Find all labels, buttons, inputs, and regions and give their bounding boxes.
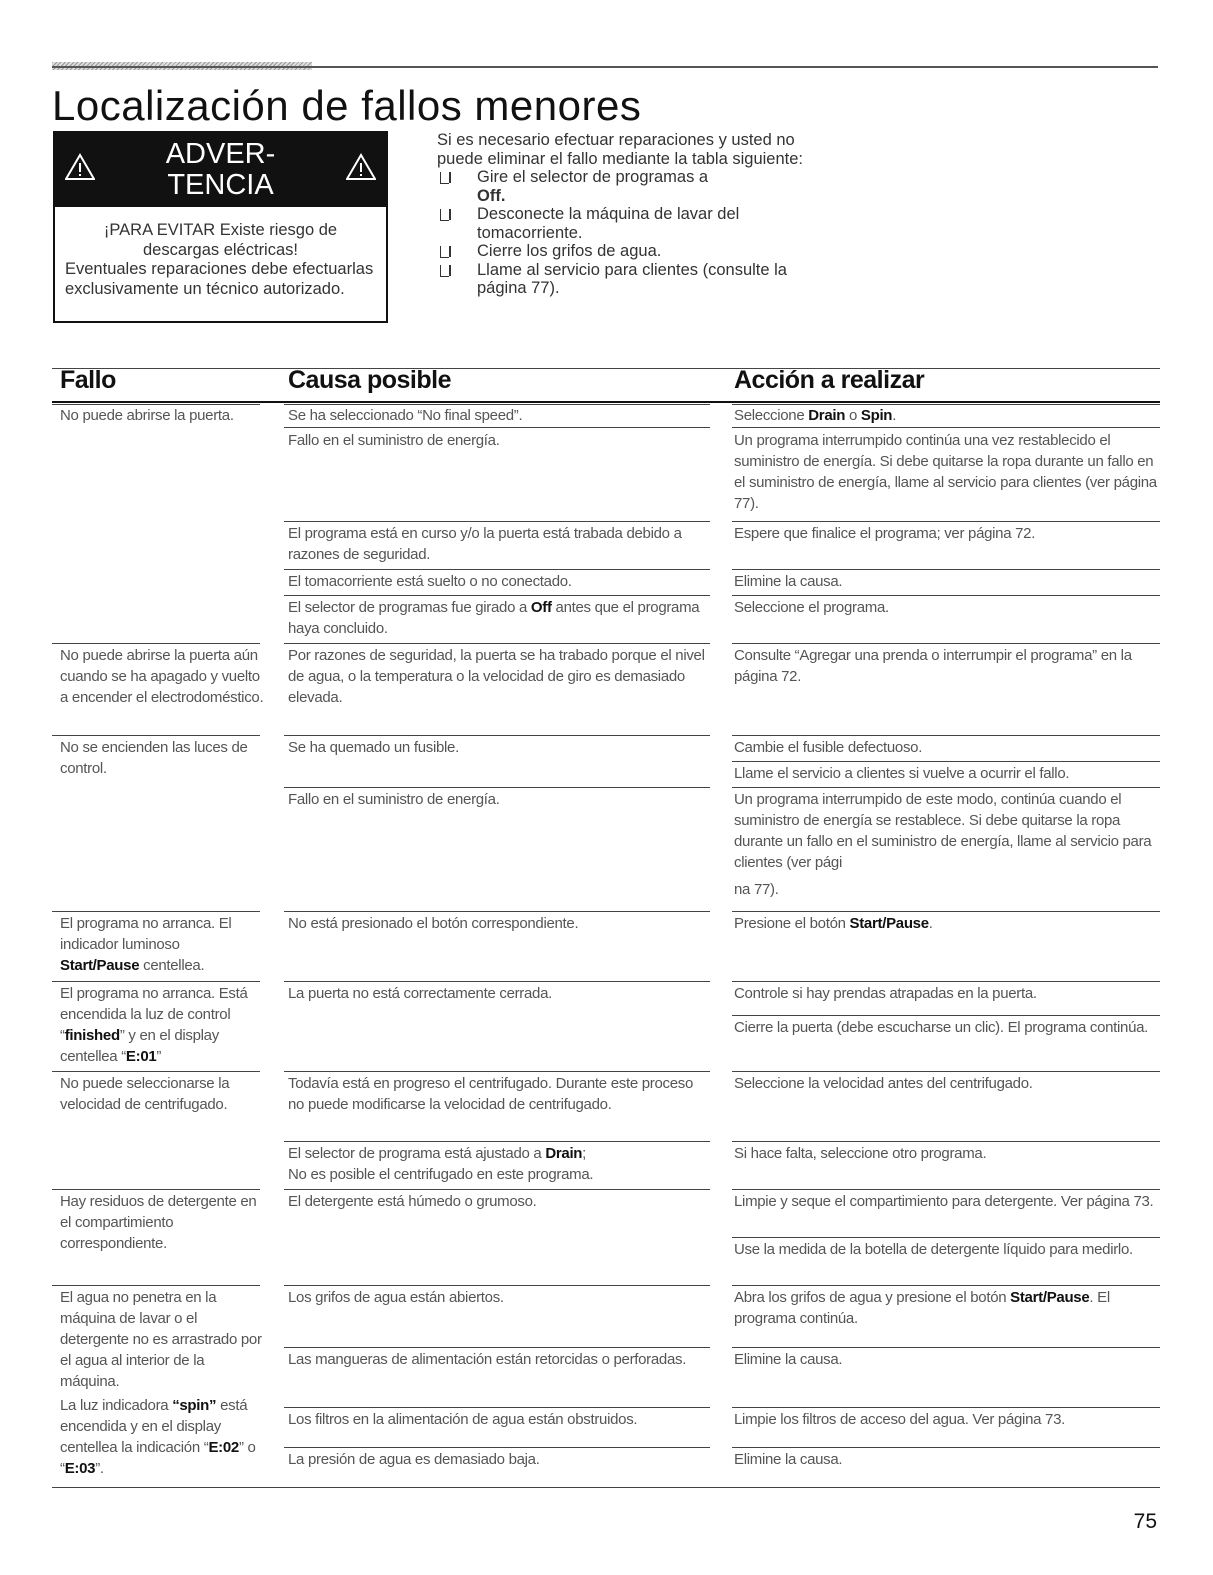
table-bottom-rule [52, 1487, 1160, 1488]
row-rule [732, 1285, 1160, 1286]
action-cell: Limpie y seque el compartimiento para detergente. Ver página 73. [734, 1193, 1154, 1210]
row-rule [284, 1407, 710, 1408]
row-rule [732, 643, 1160, 644]
row-rule [732, 1141, 1160, 1142]
row-rule [732, 427, 1160, 428]
list-item: Gire el selector de programas a Off. [437, 168, 817, 205]
row-rule [284, 521, 710, 522]
action-cell: Seleccione la velocidad antes del centrifugado. [734, 1075, 1033, 1092]
row-rule [284, 1141, 710, 1142]
row-rule [284, 1071, 710, 1072]
warning-text: ¡PARA EVITAR Existe riesgo de descargas eléctricas! Eventuales reparaciones debe efectuarlas exclusivamente un técnico autorizado. [65, 221, 374, 298]
intro-instructions: Si es necesario efectuar reparaciones y usted no puede eliminar el fallo mediante la tabla siguiente: Gire el selector de programas a Off. Desconecte la máquina de lavar del tomacorriente. Cierre los grifos de agua. Llame al servicio para clientes (consulte la página 77). [437, 131, 817, 298]
checkbox-icon [440, 209, 449, 221]
cause-cell: Todavía está en progreso el centrifugado. Durante este proceso no puede modificarse la velocidad de centrifugado. [288, 1075, 693, 1113]
row-rule [732, 1237, 1160, 1238]
warning-icon [346, 153, 376, 181]
action-cell: Seleccione Drain o Spin. [734, 407, 897, 424]
row-rule [732, 595, 1160, 596]
row-rule [284, 1347, 710, 1348]
row-rule [732, 911, 1160, 912]
cause-cell: La puerta no está correctamente cerrada. [288, 985, 552, 1002]
action-cell: Controle si hay prendas atrapadas en la puerta. [734, 985, 1037, 1002]
warning-header [55, 133, 386, 207]
instruction-list [437, 168, 817, 298]
action-cell: Un programa interrumpido continúa una vez restablecido el suministro de energía. Si debe quitarse la ropa durante un fallo en el suministro de energía, llame al servicio para clientes (ver página 77). [734, 432, 1157, 512]
page-title: Localización de fallos menores [52, 82, 642, 129]
checkbox-icon [440, 265, 449, 277]
row-rule [52, 1189, 260, 1190]
row-rule [284, 735, 710, 736]
row-rule [284, 595, 710, 596]
cause-cell: Los grifos de agua están abiertos. [288, 1289, 504, 1306]
row-rule [732, 1071, 1160, 1072]
row-rule [52, 981, 260, 982]
fault-cell: Hay residuos de detergente en el compartimiento correspondiente. [60, 1193, 257, 1252]
row-rule [732, 1407, 1160, 1408]
row-rule [284, 1285, 710, 1286]
list-item: Cierre los grifos de agua. [437, 242, 817, 261]
checkbox-icon [440, 172, 449, 184]
cause-cell: Se ha seleccionado “No final speed”. [288, 407, 523, 424]
row-rule [52, 735, 260, 736]
warning-box [53, 131, 388, 323]
fault-cell: No puede seleccionarse la velocidad de centrifugado. [60, 1075, 230, 1113]
action-cell: Consulte “Agregar una prenda o interrumpir el programa” en la página 72. [734, 647, 1132, 685]
action-cell: Seleccione el programa. [734, 599, 889, 616]
row-rule [284, 911, 710, 912]
cause-cell: El detergente está húmedo o grumoso. [288, 1193, 537, 1210]
action-cell: Elimine la causa. [734, 1351, 843, 1368]
row-rule [284, 1447, 710, 1448]
action-cell: Un programa interrumpido de este modo, continúa cuando el suministro de energía se restablece. Si debe quitarse la ropa durante un fallo en el suministro de energía, llame al servicio para clientes (ver pági na 77). [734, 791, 1152, 898]
cause-cell: La presión de agua es demasiado baja. [288, 1451, 540, 1468]
list-item: Llame al servicio para clientes (consulte la página 77). [437, 261, 817, 298]
cause-cell: El programa está en curso y/o la puerta está trabada debido a razones de seguridad. [288, 525, 682, 563]
cause-cell: Los filtros en la alimentación de agua están obstruidos. [288, 1411, 638, 1428]
fault-cell: El agua no penetra en la máquina de lavar o el detergente no es arrastrado por el agua al interior de la máquina. [60, 1289, 262, 1390]
row-rule [284, 981, 710, 982]
action-cell: Presione el botón Start/Pause. [734, 915, 933, 932]
row-rule [284, 427, 710, 428]
action-cell: Cambie el fusible defectuoso. [734, 739, 923, 756]
row-rule [52, 1071, 260, 1072]
action-cell: Abra los grifos de agua y presione el botón Start/Pause. El programa continúa. [734, 1289, 1110, 1327]
row-rule [284, 643, 710, 644]
header-bottom-rule [52, 401, 1160, 403]
action-cell: Limpie los filtros de acceso del agua. Ver página 73. [734, 1411, 1065, 1428]
fault-cell: No puede abrirse la puerta. [60, 407, 234, 424]
row-rule [52, 643, 260, 644]
fault-cell: El programa no arranca. El indicador luminoso Start/Pause centellea. [60, 915, 232, 974]
row-rule [284, 1189, 710, 1190]
cause-cell: Por razones de seguridad, la puerta se ha trabado porque el nivel de agua, o la temperatura o la velocidad de giro es demasiado elevada. [288, 647, 705, 706]
row-rule [732, 1015, 1160, 1016]
header-top-rule [52, 368, 1160, 369]
action-cell: Cierre la puerta (debe escucharse un clic). El programa continúa. [734, 1019, 1149, 1036]
action-cell: Use la medida de la botella de detergente líquido para medirlo. [734, 1241, 1133, 1258]
cause-cell: Fallo en el suministro de energía. [288, 791, 500, 808]
cause-cell: Se ha quemado un fusible. [288, 739, 459, 756]
page-number: 75 [1133, 1510, 1157, 1533]
row-rule [732, 787, 1160, 788]
header-rule [52, 66, 1158, 68]
cause-cell: Las mangueras de alimentación están retorcidas o perforadas. [288, 1351, 687, 1368]
checkbox-icon [440, 246, 449, 258]
row-rule [732, 1189, 1160, 1190]
list-item: Desconecte la máquina de lavar del tomacorriente. [437, 205, 817, 242]
fault-cell: No se encienden las luces de control. [60, 739, 248, 777]
row-rule [732, 735, 1160, 736]
row-rule [732, 1347, 1160, 1348]
row-rule [732, 521, 1160, 522]
row-rule [732, 761, 1160, 762]
cause-cell: No está presionado el botón correspondiente. [288, 915, 579, 932]
row-rule [284, 569, 710, 570]
action-cell: Elimine la causa. [734, 1451, 843, 1468]
row-rule [732, 1447, 1160, 1448]
column-header-causa: Causa posible [288, 366, 451, 394]
warning-title: ADVER- TENCIA [165, 138, 276, 201]
column-header-fallo: Fallo [60, 366, 116, 394]
row-rule [732, 981, 1160, 982]
column-header-accion: Acción a realizar [734, 366, 925, 394]
fault-cell: No puede abrirse la puerta aún cuando se ha apagado y vuelto a encender el electrodoméstico. [60, 647, 264, 706]
action-cell: Llame el servicio a clientes si vuelve a ocurrir el fallo. [734, 765, 1070, 782]
action-cell: Si hace falta, seleccione otro programa. [734, 1145, 987, 1162]
row-rule [52, 911, 260, 912]
row-rule [284, 787, 710, 788]
action-cell: Elimine la causa. [734, 573, 843, 590]
cause-cell: Fallo en el suministro de energía. [288, 432, 500, 449]
row-rule [52, 1285, 260, 1286]
cause-cell: El tomacorriente está suelto o no conectado. [288, 573, 572, 590]
fault-cell: El programa no arranca. Está encendida la luz de control “finished” y en el display centellea “E:01” [60, 985, 248, 1065]
row-rule [732, 569, 1160, 570]
cause-cell: El selector de programas fue girado a Off antes que el programa haya concluido. [288, 599, 700, 637]
cause-cell: El selector de programa está ajustado a Drain; No es posible el centrifugado en este programa. [288, 1145, 594, 1183]
action-cell: Espere que finalice el programa; ver página 72. [734, 525, 1036, 542]
fault-cell: La luz indicadora “spin” está encendida y en el display centellea la indicación “E:02” o “E:03”. [60, 1397, 256, 1477]
